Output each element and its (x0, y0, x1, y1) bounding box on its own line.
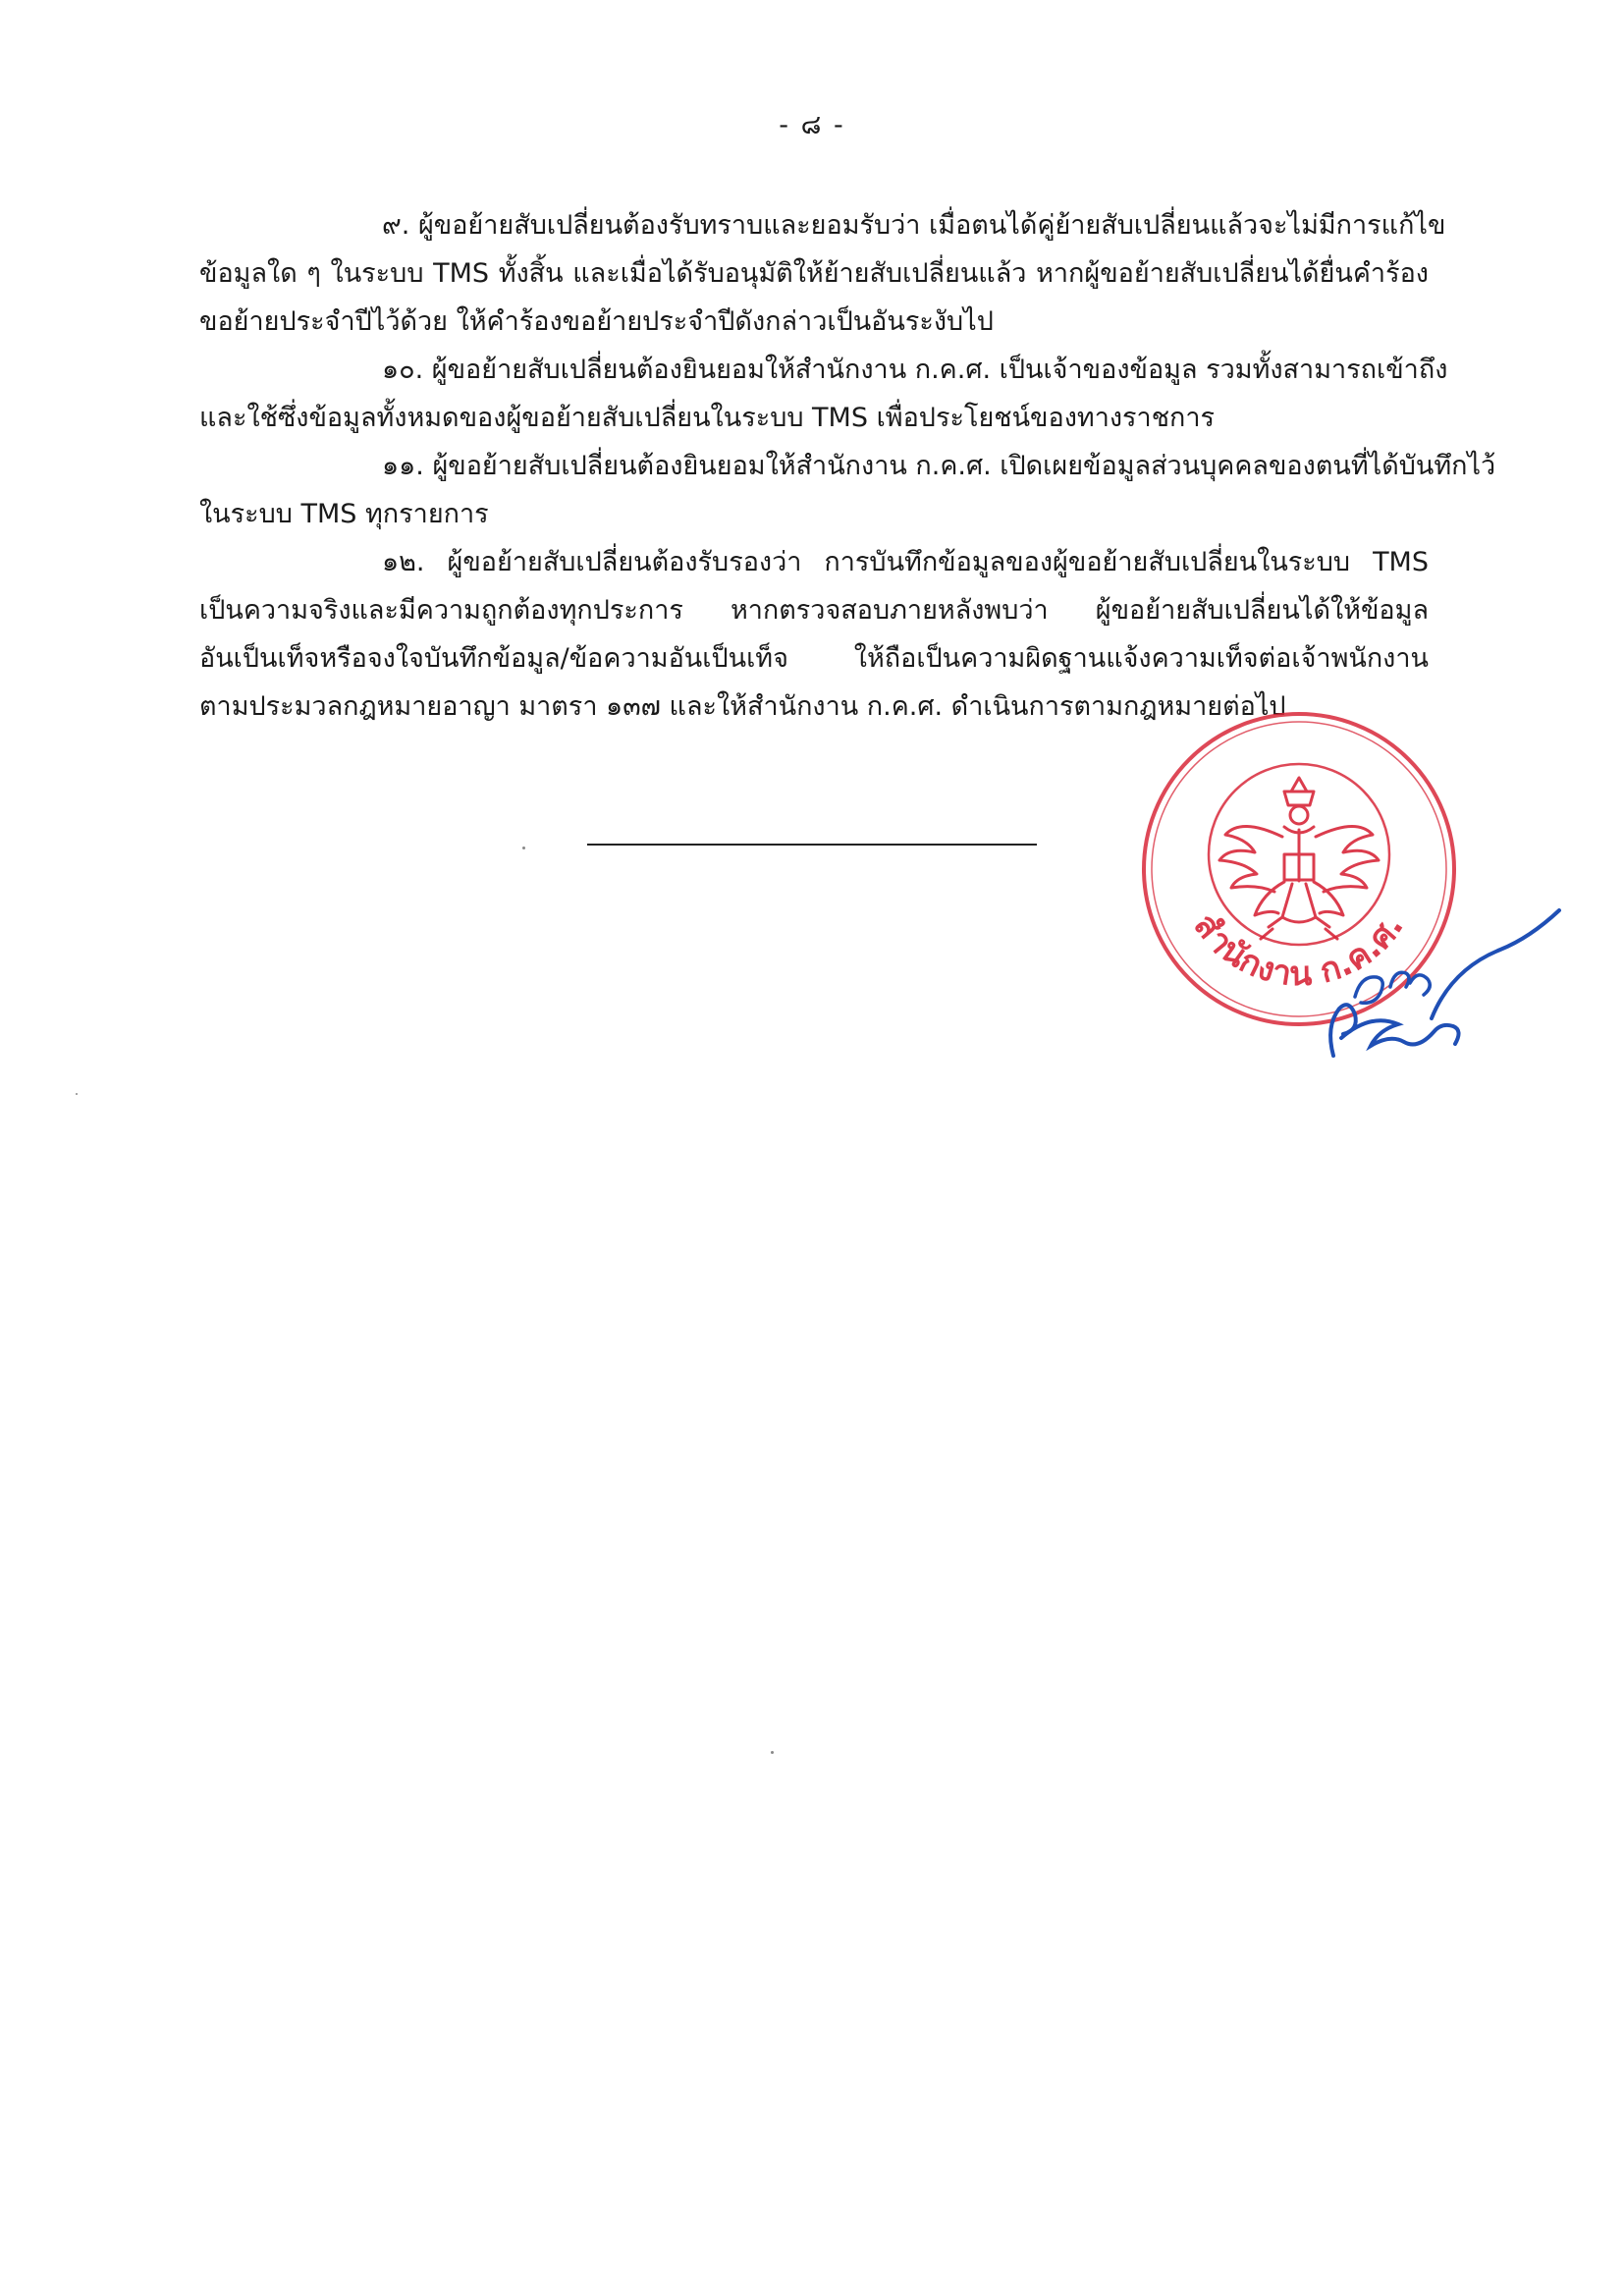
scan-speck (76, 1093, 78, 1095)
clause-9-line-1: ๙. ผู้ขอย้ายสับเปลี่ยนต้องรับทราบและยอมรับว่า เมื่อตนได้คู่ย้ายสับเปลี่ยนแล้วจะไม่มีการแก้ไข (382, 210, 1446, 241)
clause-11-line-1: ๑๑. ผู้ขอย้ายสับเปลี่ยนต้องยินยอมให้สำนักงาน ก.ค.ศ. เปิดเผยข้อมูลส่วนบุคคลของตนที่ได้บันทึกไว้ (382, 451, 1496, 481)
end-divider (587, 844, 1037, 846)
scan-speck (522, 847, 525, 849)
clause-12-line-3: อันเป็นเท็จหรือจงใจบันทึกข้อมูล/ข้อความอันเป็นเท็จ ให้ถือเป็นความผิดฐานแจ้งความเท็จต่อเจ้าพนักงาน (199, 643, 1429, 674)
clause-9-line-2: ข้อมูลใด ๆ ในระบบ TMS ทั้งสิ้น และเมื่อได้รับอนุมัติให้ย้ายสับเปลี่ยนแล้ว หากผู้ขอย้ายสับเปลี่ยนได้ยื่นคำร้อง (199, 258, 1429, 289)
page-number: - ๘ - (779, 110, 845, 140)
clause-11-line-2: ในระบบ TMS ทุกรายการ (199, 499, 489, 529)
clause-10-line-1: ๑๐. ผู้ขอย้ายสับเปลี่ยนต้องยินยอมให้สำนักงาน ก.ค.ศ. เป็นเจ้าของข้อมูล รวมทั้งสามารถเข้าถึง (382, 355, 1448, 385)
clause-12-line-2: เป็นความจริงและมีความถูกต้องทุกประการ หากตรวจสอบภายหลังพบว่า ผู้ขอย้ายสับเปลี่ยนได้ให้ข้อมูล (199, 595, 1429, 626)
handwritten-signature (1316, 889, 1571, 1070)
scan-speck (771, 1751, 774, 1754)
clause-10-line-2: และใช้ซึ่งข้อมูลทั้งหมดของผู้ขอย้ายสับเปลี่ยนในระบบ TMS เพื่อประโยชน์ของทางราชการ (199, 403, 1216, 433)
clause-9-line-3: ขอย้ายประจำปีไว้ด้วย ให้คำร้องขอย้ายประจำปีดังกล่าวเป็นอันระงับไป (199, 306, 994, 337)
clause-12-line-4: ตามประมวลกฎหมายอาญา มาตรา ๑๓๗ และให้สำนักงาน ก.ค.ศ. ดำเนินการตามกฎหมายต่อไป (199, 691, 1286, 722)
seal-text: สำนักงาน ก.ค.ศ. (1185, 905, 1412, 995)
clause-12-line-1: ๑๒. ผู้ขอย้ายสับเปลี่ยนต้องรับรองว่า การบันทึกข้อมูลของผู้ขอย้ายสับเปลี่ยนในระบบ TMS (382, 547, 1429, 577)
